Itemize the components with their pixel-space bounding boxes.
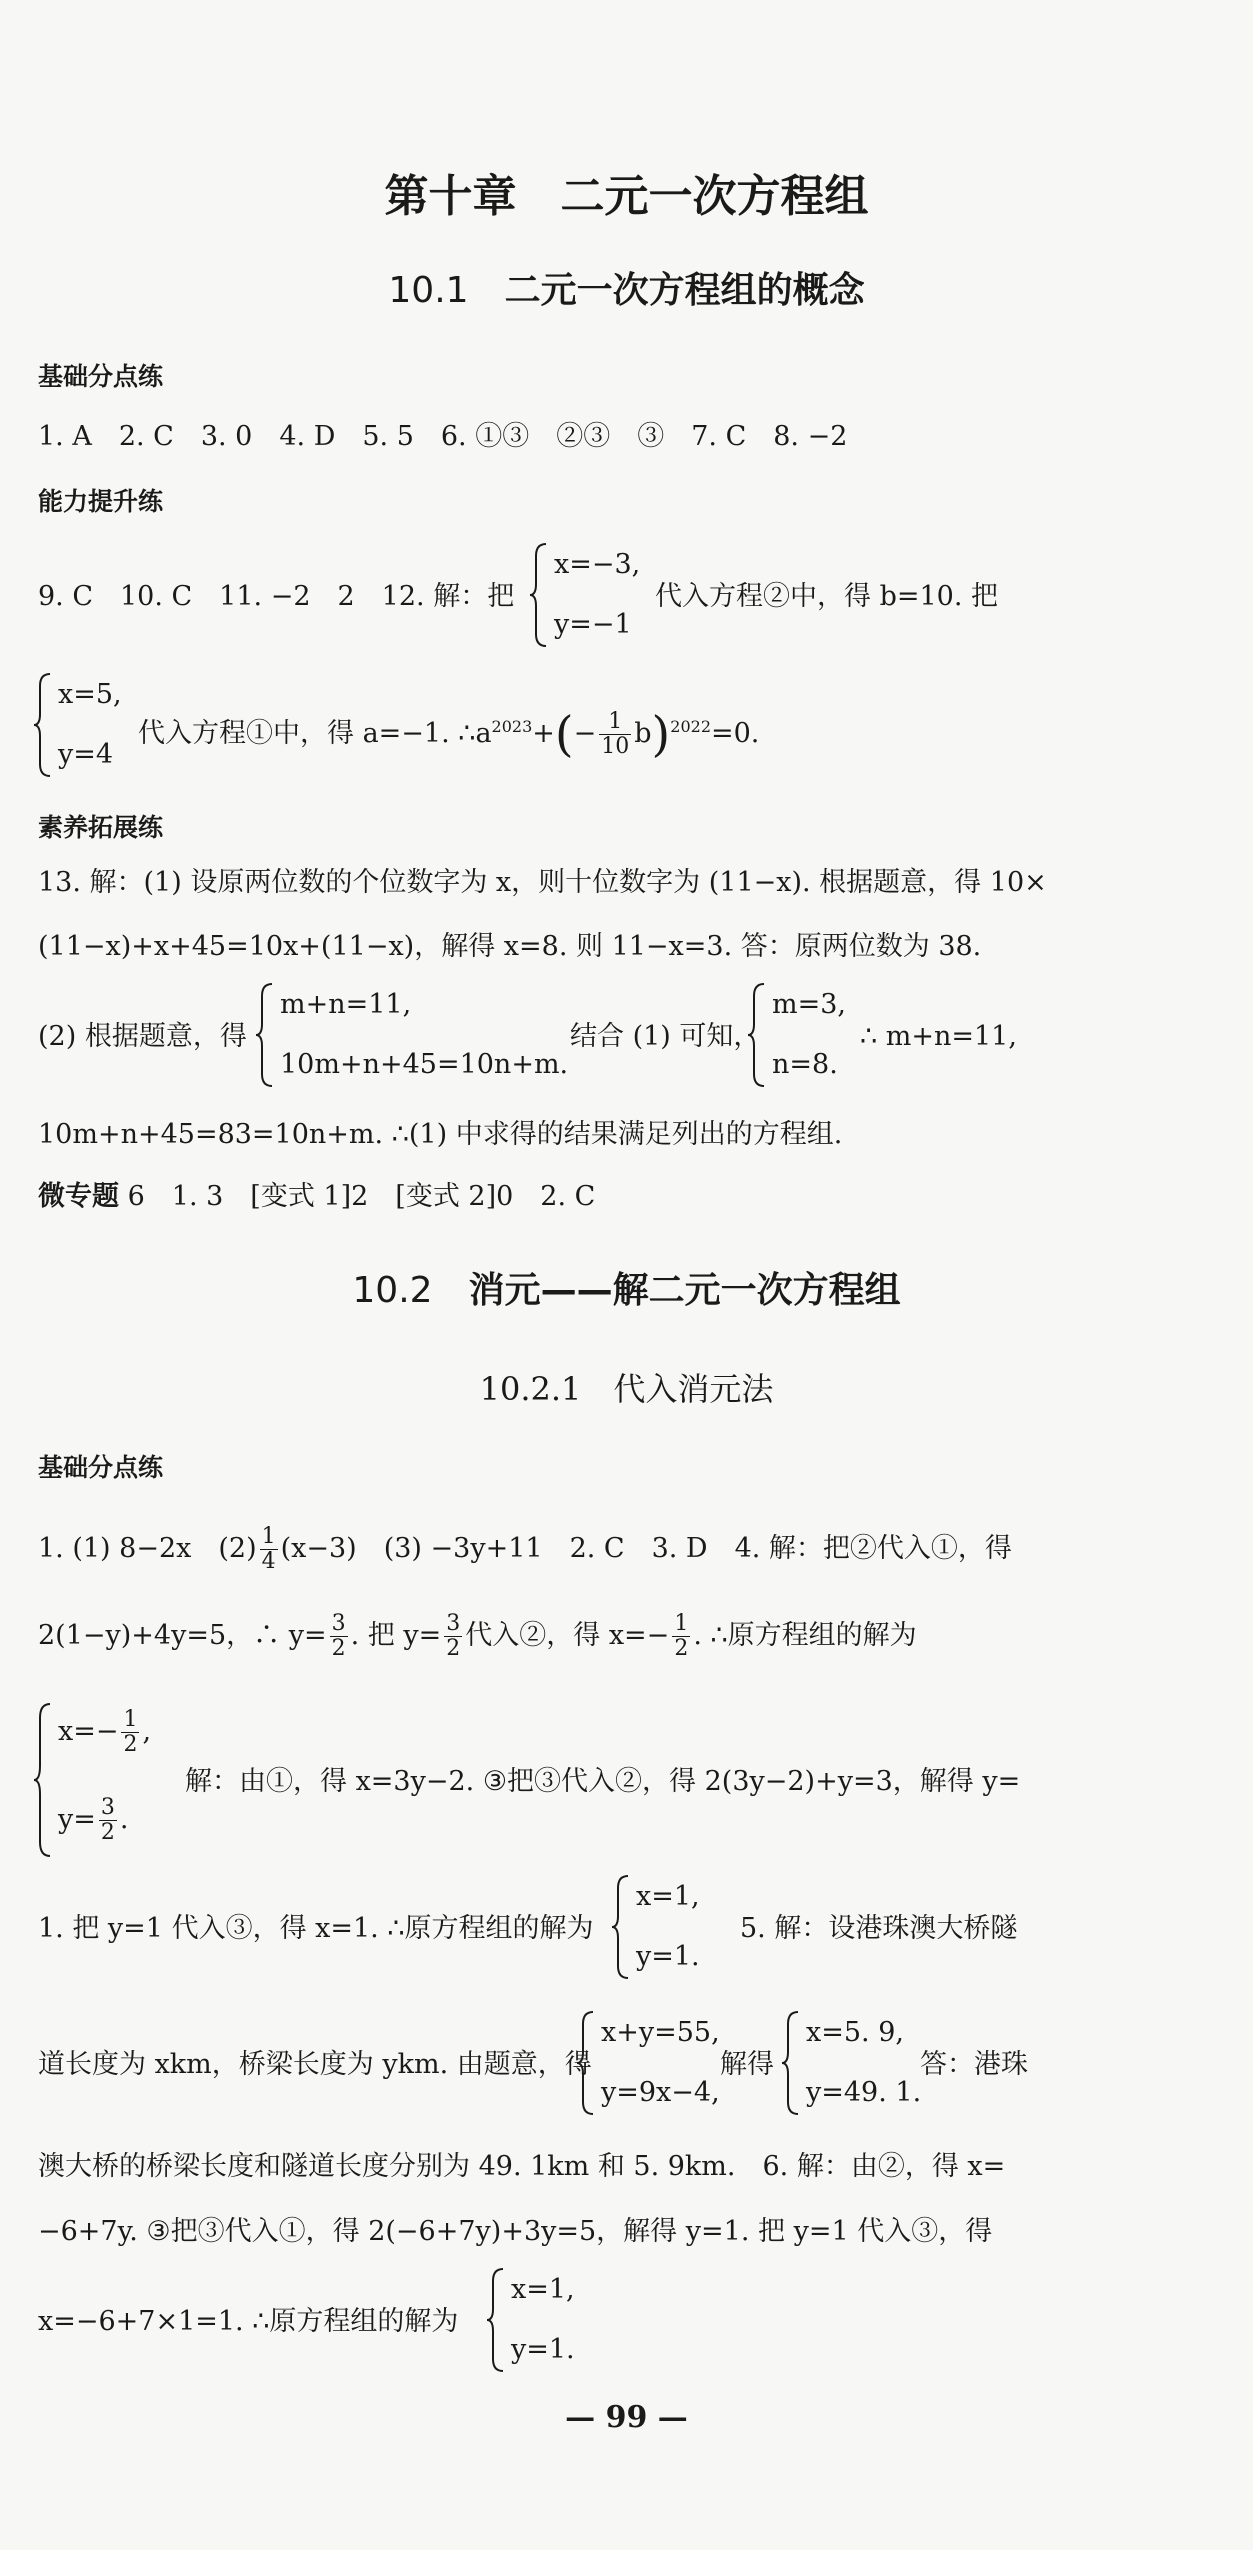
answer-line: 微专题 6 1. 3 [变式 1]2 [变式 2]0 2. C bbox=[38, 1181, 596, 1212]
brace-icon bbox=[528, 540, 552, 650]
equation-row: x=5. 9, bbox=[806, 2017, 904, 2048]
answer-line: 解得 bbox=[720, 2049, 774, 2080]
equation-system bbox=[32, 670, 132, 780]
micro-topic-label: 微专题 bbox=[38, 1181, 119, 1212]
brace-icon bbox=[746, 980, 770, 1090]
answer-line: 解：由①，得 x=3y−2. ③把③代入②，得 2(3y−2)+y=3，解得 y= bbox=[185, 1766, 1021, 1797]
equation-system bbox=[254, 980, 584, 1090]
answer-line: (2) 根据题意，得 bbox=[38, 1021, 247, 1052]
equation-row: x=− $\frac{1}{2}$ , bbox=[58, 1707, 152, 1757]
page-number: — 99 — bbox=[565, 2400, 688, 2435]
equation-row: x=1, bbox=[636, 1881, 700, 1912]
answer-line: x=−6+7×1=1. ∴原方程组的解为 bbox=[38, 2306, 459, 2337]
brace-icon bbox=[575, 2008, 599, 2118]
equation-row: y=1. bbox=[636, 1941, 700, 1972]
answer-line: 10m+n+45=83=10n+m. ∴(1) 中求得的结果满足列出的方程组. bbox=[38, 1119, 843, 1150]
equation-row: m=3, bbox=[772, 989, 846, 1020]
equation-system bbox=[780, 2008, 920, 2118]
chapter-title: 第十章 二元一次方程组 bbox=[384, 171, 869, 222]
equation-row: 10m+n+45=10n+m. bbox=[280, 1049, 569, 1080]
answer-line: 13. 解：(1) 设原两位数的个位数字为 x，则十位数字为 (11−x). 根据题意，得 10× bbox=[38, 867, 1047, 898]
equation-row: n=8. bbox=[772, 1049, 838, 1080]
answer-line: 结合 (1) 可知， bbox=[570, 1021, 761, 1052]
equation-row: y= $\frac{3}{2}$ . bbox=[58, 1795, 129, 1845]
equation-system bbox=[575, 2008, 725, 2118]
answer-line: −6+7y. ③把③代入①，得 2(−6+7y)+3y=5，解得 y=1. 把 y=1 代入③，得 bbox=[38, 2216, 993, 2247]
section-label-ability: 能力提升练 bbox=[38, 487, 164, 516]
section-number: 10.1 bbox=[388, 270, 469, 311]
equation-row: y=−1 bbox=[554, 609, 632, 640]
equation-system bbox=[746, 980, 846, 1090]
answer-line: ∴ m+n=11, bbox=[860, 1021, 1017, 1052]
equation-system bbox=[610, 1872, 710, 1982]
brace-icon bbox=[610, 1872, 634, 1982]
brace-icon bbox=[485, 2265, 509, 2375]
brace-icon bbox=[32, 1700, 56, 1860]
answer-line: 澳大桥的桥梁长度和隧道长度分别为 49. 1km 和 5. 9km. 6. 解：由②，得 x= bbox=[38, 2151, 1006, 2182]
section-label-basic: 基础分点练 bbox=[38, 1453, 164, 1482]
answer-line: 2(1−y)+4y=5，∴ y= $\frac{3}{2}$ . 把 y= $\frac{3}{2}$ 代入②，得 x=− $\frac{1}{2}$ . ∴原方程组的解为 bbox=[38, 1611, 917, 1661]
section-title: 二元一次方程组的概念 bbox=[504, 270, 865, 311]
answer-line: 9. C 10. C 11. −2 2 12. 解：把 bbox=[38, 581, 515, 612]
section-label-basic: 基础分点练 bbox=[38, 362, 164, 391]
answer-line: 道长度为 xkm，桥梁长度为 ykm. 由题意，得 bbox=[38, 2049, 592, 2080]
equation-row: x=1, bbox=[511, 2274, 575, 2305]
equation-row: y=1. bbox=[511, 2334, 575, 2365]
equation-system bbox=[32, 1700, 182, 1860]
answer-line: 答：港珠 bbox=[920, 2049, 1028, 2080]
section-label-extend: 素养拓展练 bbox=[38, 813, 164, 842]
section-10-2-heading: 10.2 消元——解二元一次方程组 bbox=[352, 1270, 901, 1311]
answer-line: 1. 把 y=1 代入③，得 x=1. ∴原方程组的解为 bbox=[38, 1913, 594, 1944]
equation-row: y=49. 1. bbox=[806, 2077, 922, 2108]
equation-row: y=9x−4, bbox=[601, 2077, 720, 2108]
section-10-1-heading bbox=[0, 262, 1253, 313]
equation-system bbox=[485, 2265, 585, 2375]
answer-line: (11−x)+x+45=10x+(11−x)，解得 x=8. 则 11−x=3. 答：原两位数为 38. bbox=[38, 931, 982, 962]
answer-line: 代入方程②中，得 b=10. 把 bbox=[655, 581, 999, 612]
answer-line: 代入方程①中，得 a=−1. $\therefore a^{2023}+(-$ $\frac{1}{10}$ b)$^{2022}$=0. bbox=[138, 706, 760, 763]
answer-line: 1. (1) 8−2x (2) $\frac{1}{4}$ (x−3) (3) −3y+11 2. C 3. D 4. 解：把②代入①，得 bbox=[38, 1524, 1012, 1574]
section-10-2-1-heading: 10.2.1 代入消元法 bbox=[479, 1370, 774, 1408]
brace-icon bbox=[254, 980, 278, 1090]
equation-row: m+n=11, bbox=[280, 989, 412, 1020]
brace-icon bbox=[780, 2008, 804, 2118]
answer-line: 1. A 2. C 3. 0 4. D 5. 5 6. ①③ ②③ ③ 7. C 8. −2 bbox=[38, 421, 848, 452]
equation-system bbox=[528, 540, 668, 650]
brace-icon bbox=[32, 670, 56, 780]
equation-row: y=4 bbox=[58, 739, 114, 770]
answer-line: 5. 解：设港珠澳大桥隧 bbox=[740, 1913, 1018, 1944]
equation-row: x+y=55, bbox=[601, 2017, 720, 2048]
equation-row: x=5, bbox=[58, 679, 122, 710]
equation-row: x=−3, bbox=[554, 549, 641, 580]
